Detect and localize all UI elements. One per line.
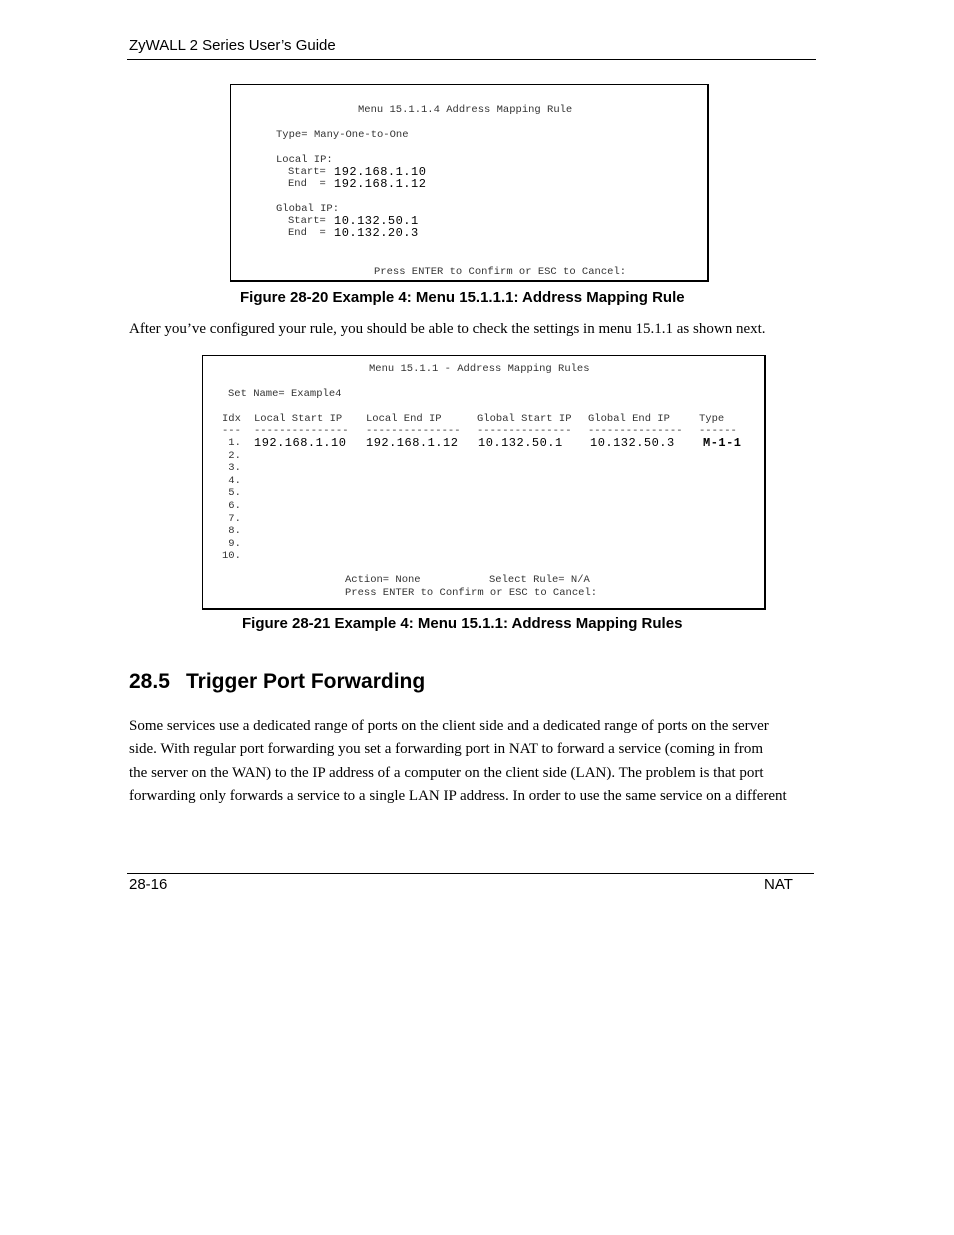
header-divider	[127, 59, 816, 60]
figure1-menu-title: Menu 15.1.1.4 Address Mapping Rule	[358, 104, 573, 116]
figure1-caption: Figure 28-20 Example 4: Menu 15.1.1.1: Address Mapping Rule	[240, 289, 685, 306]
row-index: 6.	[222, 500, 241, 512]
column-header-idx: Idx	[222, 413, 241, 425]
row-local-start-ip: 192.168.1.10	[254, 436, 347, 450]
row-index: 9.	[222, 538, 241, 550]
row-local-end-ip: 192.168.1.12	[366, 436, 459, 450]
dash-separator: ---------------	[254, 425, 349, 437]
figure2-caption: Figure 28-21 Example 4: Menu 15.1.1: Address Mapping Rules	[242, 615, 683, 632]
figure1-global-end-label: End =	[288, 227, 333, 239]
row-index: 1.	[222, 437, 241, 449]
row-index: 7.	[222, 513, 241, 525]
row-index: 3.	[222, 462, 241, 474]
column-header-global-end-ip: Global End IP	[588, 413, 670, 425]
dash-separator: ---------------	[477, 425, 572, 437]
section-title: Trigger Port Forwarding	[186, 670, 426, 693]
figure1-global-start-label: Start=	[288, 215, 333, 227]
running-header-title: ZyWALL 2 Series User’s Guide	[129, 37, 336, 54]
figure1-local-end-value: 192.168.1.12	[334, 177, 427, 191]
intro-paragraph: After you’ve configured your rule, you should be able to check the settings in menu 15.1.1 as shown next.	[129, 321, 766, 337]
figure2-prompt: Press ENTER to Confirm or ESC to Cancel:	[345, 587, 598, 599]
select-rule-field: Select Rule= N/A	[489, 574, 590, 586]
row-index: 5.	[222, 487, 241, 499]
figure1-global-ip-label: Global IP:	[276, 203, 340, 215]
column-header-global-start-ip: Global Start IP	[477, 413, 572, 425]
footer-divider	[127, 873, 814, 874]
figure2-menu-title: Menu 15.1.1 - Address Mapping Rules	[369, 363, 590, 375]
row-index: 2.	[222, 450, 241, 462]
figure1-type-label: Type=	[276, 129, 314, 141]
figure2-screen	[202, 355, 766, 610]
page-number: 28-16	[129, 876, 168, 893]
row-type: M-1-1	[703, 436, 742, 450]
column-header-type: Type	[699, 413, 725, 425]
figure1-local-ip-label: Local IP:	[276, 154, 333, 166]
section-paragraph-line: the server on the WAN) to the IP address of a computer on the client side (LAN). The problem is that port	[129, 765, 764, 781]
row-index: 8.	[222, 525, 241, 537]
row-global-start-ip: 10.132.50.1	[478, 436, 563, 450]
section-paragraph-line: side. With regular port forwarding you set a forwarding port in NAT to forward a service (coming in from	[129, 741, 764, 757]
section-paragraph-line: Some services use a dedicated range of ports on the client side and a dedicated range of ports on the server	[129, 718, 769, 734]
dash-separator: ---	[222, 425, 241, 437]
figure1-local-start-label: Start=	[288, 166, 333, 178]
section-paragraph-line: forwarding only forwards a service to a single LAN IP address. In order to use the same service on a different	[129, 788, 787, 804]
figure1-global-start-value: 10.132.50.1	[334, 214, 419, 228]
figure1-type-value: Many-One-to-One	[314, 129, 409, 141]
figure1-local-start-value: 192.168.1.10	[334, 165, 427, 179]
action-field: Action= None	[345, 574, 421, 586]
figure1-screen	[230, 84, 709, 282]
chapter-name: NAT	[764, 876, 793, 893]
row-global-end-ip: 10.132.50.3	[590, 436, 675, 450]
column-header-local-start-ip: Local Start IP	[254, 413, 343, 425]
figure2-set-name: Set Name= Example4	[228, 388, 342, 400]
dash-separator: ---------------	[588, 425, 683, 437]
figure1-global-end-value: 10.132.20.3	[334, 226, 419, 240]
column-header-local-end-ip: Local End IP	[366, 413, 442, 425]
figure1-prompt: Press ENTER to Confirm or ESC to Cancel:	[374, 266, 627, 278]
dash-separator: ---------------	[366, 425, 461, 437]
section-number: 28.5	[129, 670, 170, 693]
dash-separator: ------	[699, 425, 737, 437]
row-index: 4.	[222, 475, 241, 487]
row-index: 10.	[222, 550, 241, 562]
figure1-local-end-label: End =	[288, 178, 333, 190]
